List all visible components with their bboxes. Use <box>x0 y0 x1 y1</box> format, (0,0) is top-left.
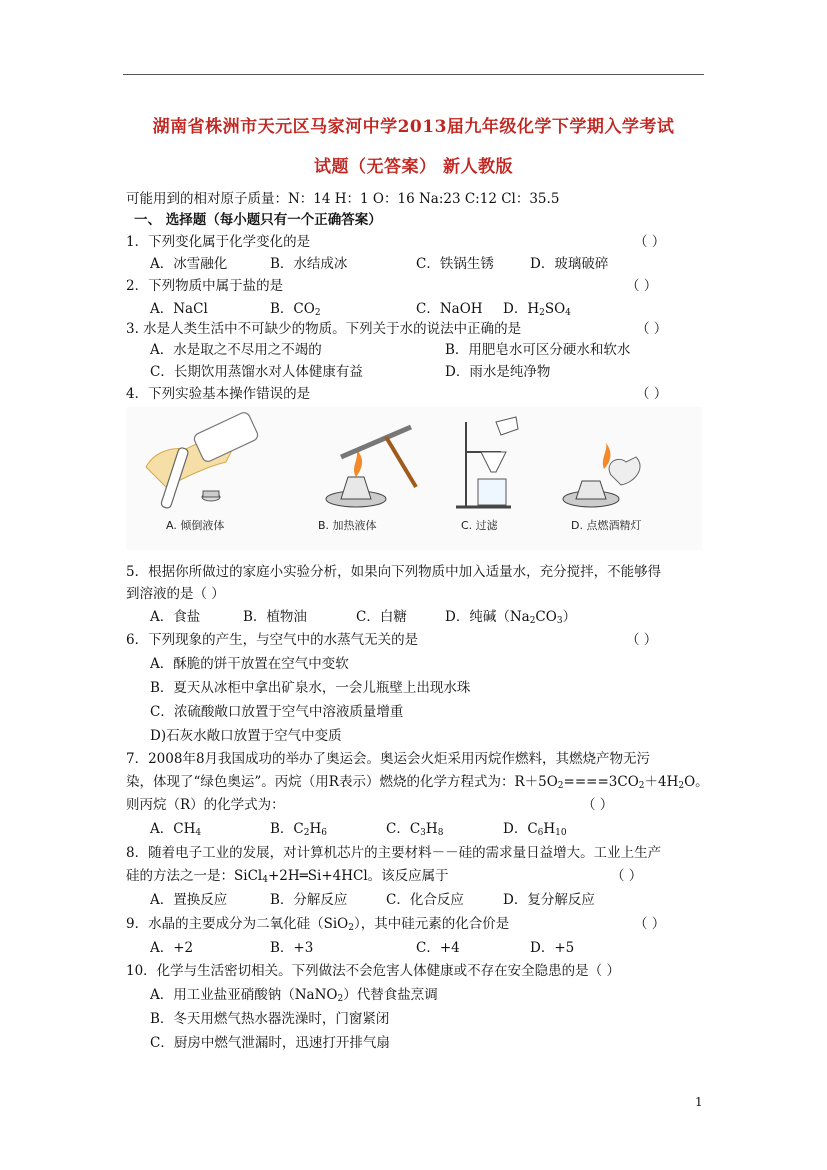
subscript-text: 2 <box>314 308 321 318</box>
q8-option-c: C．化合反应 <box>386 892 464 908</box>
q6-option-d: D)石灰水敞口放置于空气中变质 <box>150 728 342 744</box>
text-fragment: ＋4H <box>644 774 679 790</box>
q8-option-a: A．置换反应 <box>150 892 228 908</box>
q2-option-a: A．NaCl <box>150 301 208 317</box>
q3-option-d: D．雨水是纯净物 <box>445 364 551 380</box>
q1-option-c: C．铁锅生锈 <box>416 256 494 272</box>
q10-option-c: C．厨房中燃气泄漏时，迅速打开排气扇 <box>150 1035 390 1051</box>
q1-option-d: D．玻璃破碎 <box>530 256 609 272</box>
caption-c: C. 过滤 <box>461 519 498 532</box>
answer-blank-3: （ ） <box>636 321 668 337</box>
question-3-stem: 3. 水是人类生活中不可缺少的物质。下列关于水的说法中正确的是 <box>126 321 522 337</box>
question-10-stem: 10．化学与生活密切相关。下列做法不会危害人体健康或不存在安全隐患的是（ ） <box>126 963 620 979</box>
q1-option-a: A．冰雪融化 <box>150 256 228 272</box>
subscript-text: 2 <box>678 781 685 791</box>
text-fragment: O。 <box>684 774 709 790</box>
subscript-text: 2 <box>529 616 536 626</box>
question-9-stem <box>126 916 509 936</box>
caption-d: D. 点燃酒精灯 <box>571 519 642 532</box>
caption-a: A. 倾倒液体 <box>166 519 225 532</box>
text-fragment: C．C <box>386 821 421 837</box>
text-fragment: D．C <box>503 821 538 837</box>
question-7-stem-line1: 7．2008年8月我国成功的举办了奥运会。奥运会火炬采用丙烷作燃料，其燃烧产物无污 <box>126 751 651 767</box>
q5-option-d <box>445 609 576 629</box>
text-fragment: B．CO <box>270 301 315 317</box>
text-fragment: ），其中硅元素的化合价是 <box>353 916 510 932</box>
q10-option-b: B．冬天用燃气热水器洗澡时，门窗紧闭 <box>150 1011 390 1027</box>
answer-blank-8: （ ） <box>611 868 643 884</box>
subscript-text: 3 <box>420 828 426 838</box>
question-2-stem: 2．下列物质中属于盐的是 <box>126 278 284 294</box>
q6-option-c: C．浓硫酸敞口放置于空气中溶液质量增重 <box>150 704 404 720</box>
text-fragment: 9．水晶的主要成分为二氧化硅（SiO <box>126 916 349 932</box>
q3-option-a: A．水是取之不尽用之不竭的 <box>150 342 322 358</box>
answer-blank-9: （ ） <box>634 916 666 932</box>
q6-option-b: B．夏天从冰柜中拿出矿泉水，一会儿瓶壁上出现水珠 <box>150 680 471 696</box>
q7-option-c <box>386 821 443 841</box>
q9-option-b: B．+3 <box>270 940 314 956</box>
section-heading: 一、 选择题（每小题只有一个正确答案） <box>134 212 382 228</box>
q3-option-b: B．用肥皂水可区分硬水和软水 <box>445 342 631 358</box>
question-8-stem-line2 <box>126 868 449 888</box>
answer-blank-2: （ ） <box>626 278 658 294</box>
answer-blank-6: （ ） <box>626 632 658 648</box>
page-number: 1 <box>695 1095 703 1109</box>
text-fragment: B．C <box>270 821 304 837</box>
text-fragment: ====3CO <box>563 774 639 790</box>
text-fragment: ） <box>562 609 577 625</box>
q7-option-a <box>150 821 201 841</box>
subscript-text: 4 <box>195 828 202 838</box>
subscript-text: 8 <box>437 828 444 838</box>
atomic-masses: 可能用到的相对原子质量：N：14 H：1 O：16 Na:23 C:12 Cl：35.5 <box>126 191 560 207</box>
text-fragment: D．纯碱（Na <box>445 609 530 625</box>
subscript-text: 2 <box>539 308 545 318</box>
subscript-text: 2 <box>303 828 310 838</box>
q7-option-d <box>503 821 567 841</box>
text-fragment: H <box>543 821 556 837</box>
subscript-text: 2 <box>638 781 645 791</box>
text-fragment: D．H <box>503 301 540 317</box>
text-fragment: 染，体现了“绿色奥运”。丙烷（用R表示）燃烧的化学方程式为：R＋5O <box>126 774 558 790</box>
q6-option-a: A．酥脆的饼干放置在空气中变软 <box>150 656 349 672</box>
text-fragment: SO <box>544 301 566 317</box>
q5-option-c: C．白糖 <box>356 609 407 625</box>
subscript-text: 2 <box>337 994 344 1004</box>
text-fragment: H <box>425 821 438 837</box>
text-fragment: ）代替食盐烹调 <box>343 987 438 1003</box>
text-fragment: A．CH <box>150 821 196 837</box>
subscript-text: 2 <box>348 923 354 933</box>
caption-b: B. 加热液体 <box>318 519 377 532</box>
subscript-text: 6 <box>537 828 544 838</box>
question-7-stem-line2 <box>126 774 709 794</box>
q5-option-b: B．植物油 <box>243 609 307 625</box>
answer-blank-1: （ ） <box>634 234 666 250</box>
q3-option-c: C．长期饮用蒸馏水对人体健康有益 <box>150 364 363 380</box>
q2-option-c: C．NaOH <box>416 301 483 317</box>
subscript-text: 3 <box>556 616 563 626</box>
subscript-text: 4 <box>565 308 571 318</box>
q8-option-b: B．分解反应 <box>270 892 348 908</box>
document-title-line1: 湖南省株洲市天元区马家河中学2013届九年级化学下学期入学考试 <box>152 117 675 137</box>
q2-option-b <box>270 301 321 321</box>
text-fragment: 硅的方法之一是：SiCl <box>126 868 263 884</box>
document-title-line2: 试题（无答案） 新人教版 <box>314 157 513 177</box>
text-fragment: CO <box>535 609 557 625</box>
subscript-text: 4 <box>262 875 268 885</box>
question-4-stem: 4．下列实验基本操作错误的是 <box>126 386 311 402</box>
question-1-stem: 1．下列变化属于化学变化的是 <box>126 234 311 250</box>
text-fragment: +2H═Si+4HCl。该反应属于 <box>267 868 449 884</box>
question-6-stem: 6．下列现象的产生，与空气中的水蒸气无关的是 <box>126 632 419 648</box>
q9-option-a: A．+2 <box>150 940 194 956</box>
q1-option-b: B．水结成冰 <box>270 256 348 272</box>
question-7-stem-line3: 则丙烷（R）的化学式为： <box>126 797 285 813</box>
q10-option-a <box>150 987 438 1007</box>
q2-option-d <box>503 301 571 321</box>
q5-option-a: A．食盐 <box>150 609 201 625</box>
answer-blank-7: （ ） <box>582 797 614 813</box>
answer-blank-4: （ ） <box>636 386 668 402</box>
subscript-text: 2 <box>557 781 564 791</box>
subscript-text: 6 <box>321 828 327 838</box>
subscript-text: 10 <box>555 828 567 838</box>
header-rule <box>123 74 704 75</box>
text-fragment: H <box>309 821 322 837</box>
q9-option-d: D．+5 <box>530 940 575 956</box>
question-5-stem-line1: 5．根据你所做过的家庭小实验分析，如果向下列物质中加入适量水，充分搅拌，不能够得 <box>126 564 662 580</box>
q9-option-c: C．+4 <box>416 940 460 956</box>
lab-operations-figure <box>126 407 702 550</box>
text-fragment: A．用工业盐亚硝酸钠（NaNO <box>150 987 338 1003</box>
question-8-stem-line1: 8．随着电子工业的发展，对计算机芯片的主要材料－－硅的需求量日益增大。工业上生产 <box>126 845 662 861</box>
q7-option-b <box>270 821 327 841</box>
question-5-stem-line2: 到溶液的是（ ） <box>126 586 225 602</box>
q8-option-d: D．复分解反应 <box>503 892 595 908</box>
